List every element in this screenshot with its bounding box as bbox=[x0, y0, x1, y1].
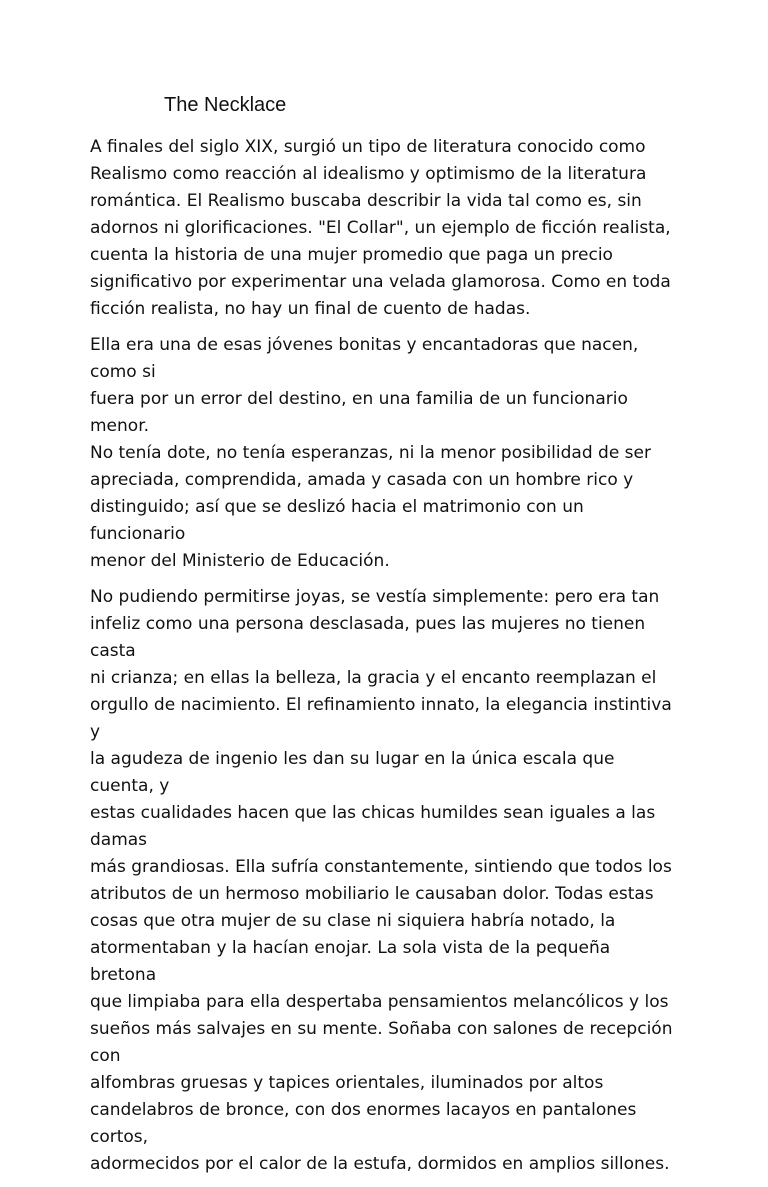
paragraph-three: No pudiendo permitirse joyas, se vestía simplemente: pero era tan infeliz como una persona desclasada, pues las mujeres no tienen casta ni crianza; en ellas la belleza, la gracia y el encanto reemplazan el orgullo de nacimiento. El refinamiento innato, la elegancia instintiva y la agudeza de ingenio les dan su lugar en la única escala que cuenta, y estas cualidades hacen que las chicas humildes sean iguales a las damas más grandiosas. Ella sufría constantemente, sintiendo que todos los atributos de un hermoso mobiliario le causaban dolor. Todas estas cosas que otra mujer de su clase ni siquiera habría notado, la atormentaban y la hacían enojar. La sola vista de la pequeña bretona que limpiaba para ella despertaba pensamientos melancólicos y los sueños más salvajes en su mente. Soñaba con salones de recepción con alfombras gruesas y tapices orientales, iluminados por altos candelabros de bronce, con dos enormes lacayos en pantalones cortos, adormecidos por el calor de la estufa, dormidos en amplios sillones. bbox=[90, 587, 673, 1174]
document-title: The Necklace bbox=[164, 94, 287, 116]
paragraph-intro: A finales del siglo XIX, surgió un tipo de literatura conocido como Realismo como reacción al idealismo y optimismo de la literatura romántica. El Realismo buscaba describir la vida tal como es, sin adornos ni glorificaciones. "El Collar", un ejemplo de ficción realista, cuenta la historia de una mujer promedio que paga un precio significativo por experimentar una velada glamorosa. Como en toda ficción realista, no hay un final de cuento de hadas. bbox=[90, 137, 671, 319]
paragraph-two: Ella era una de esas jóvenes bonitas y encantadoras que nacen, como si fuera por un error del destino, en una familia de un funcionario menor. No tenía dote, no tenía esperanzas, ni la menor posibilidad de ser apreciada, comprendida, amada y casada con un hombre rico y distinguido; así que se deslizó hacia el matrimonio con un funcionario menor del Ministerio de Educación. bbox=[90, 335, 651, 571]
document-body bbox=[90, 134, 680, 1187]
